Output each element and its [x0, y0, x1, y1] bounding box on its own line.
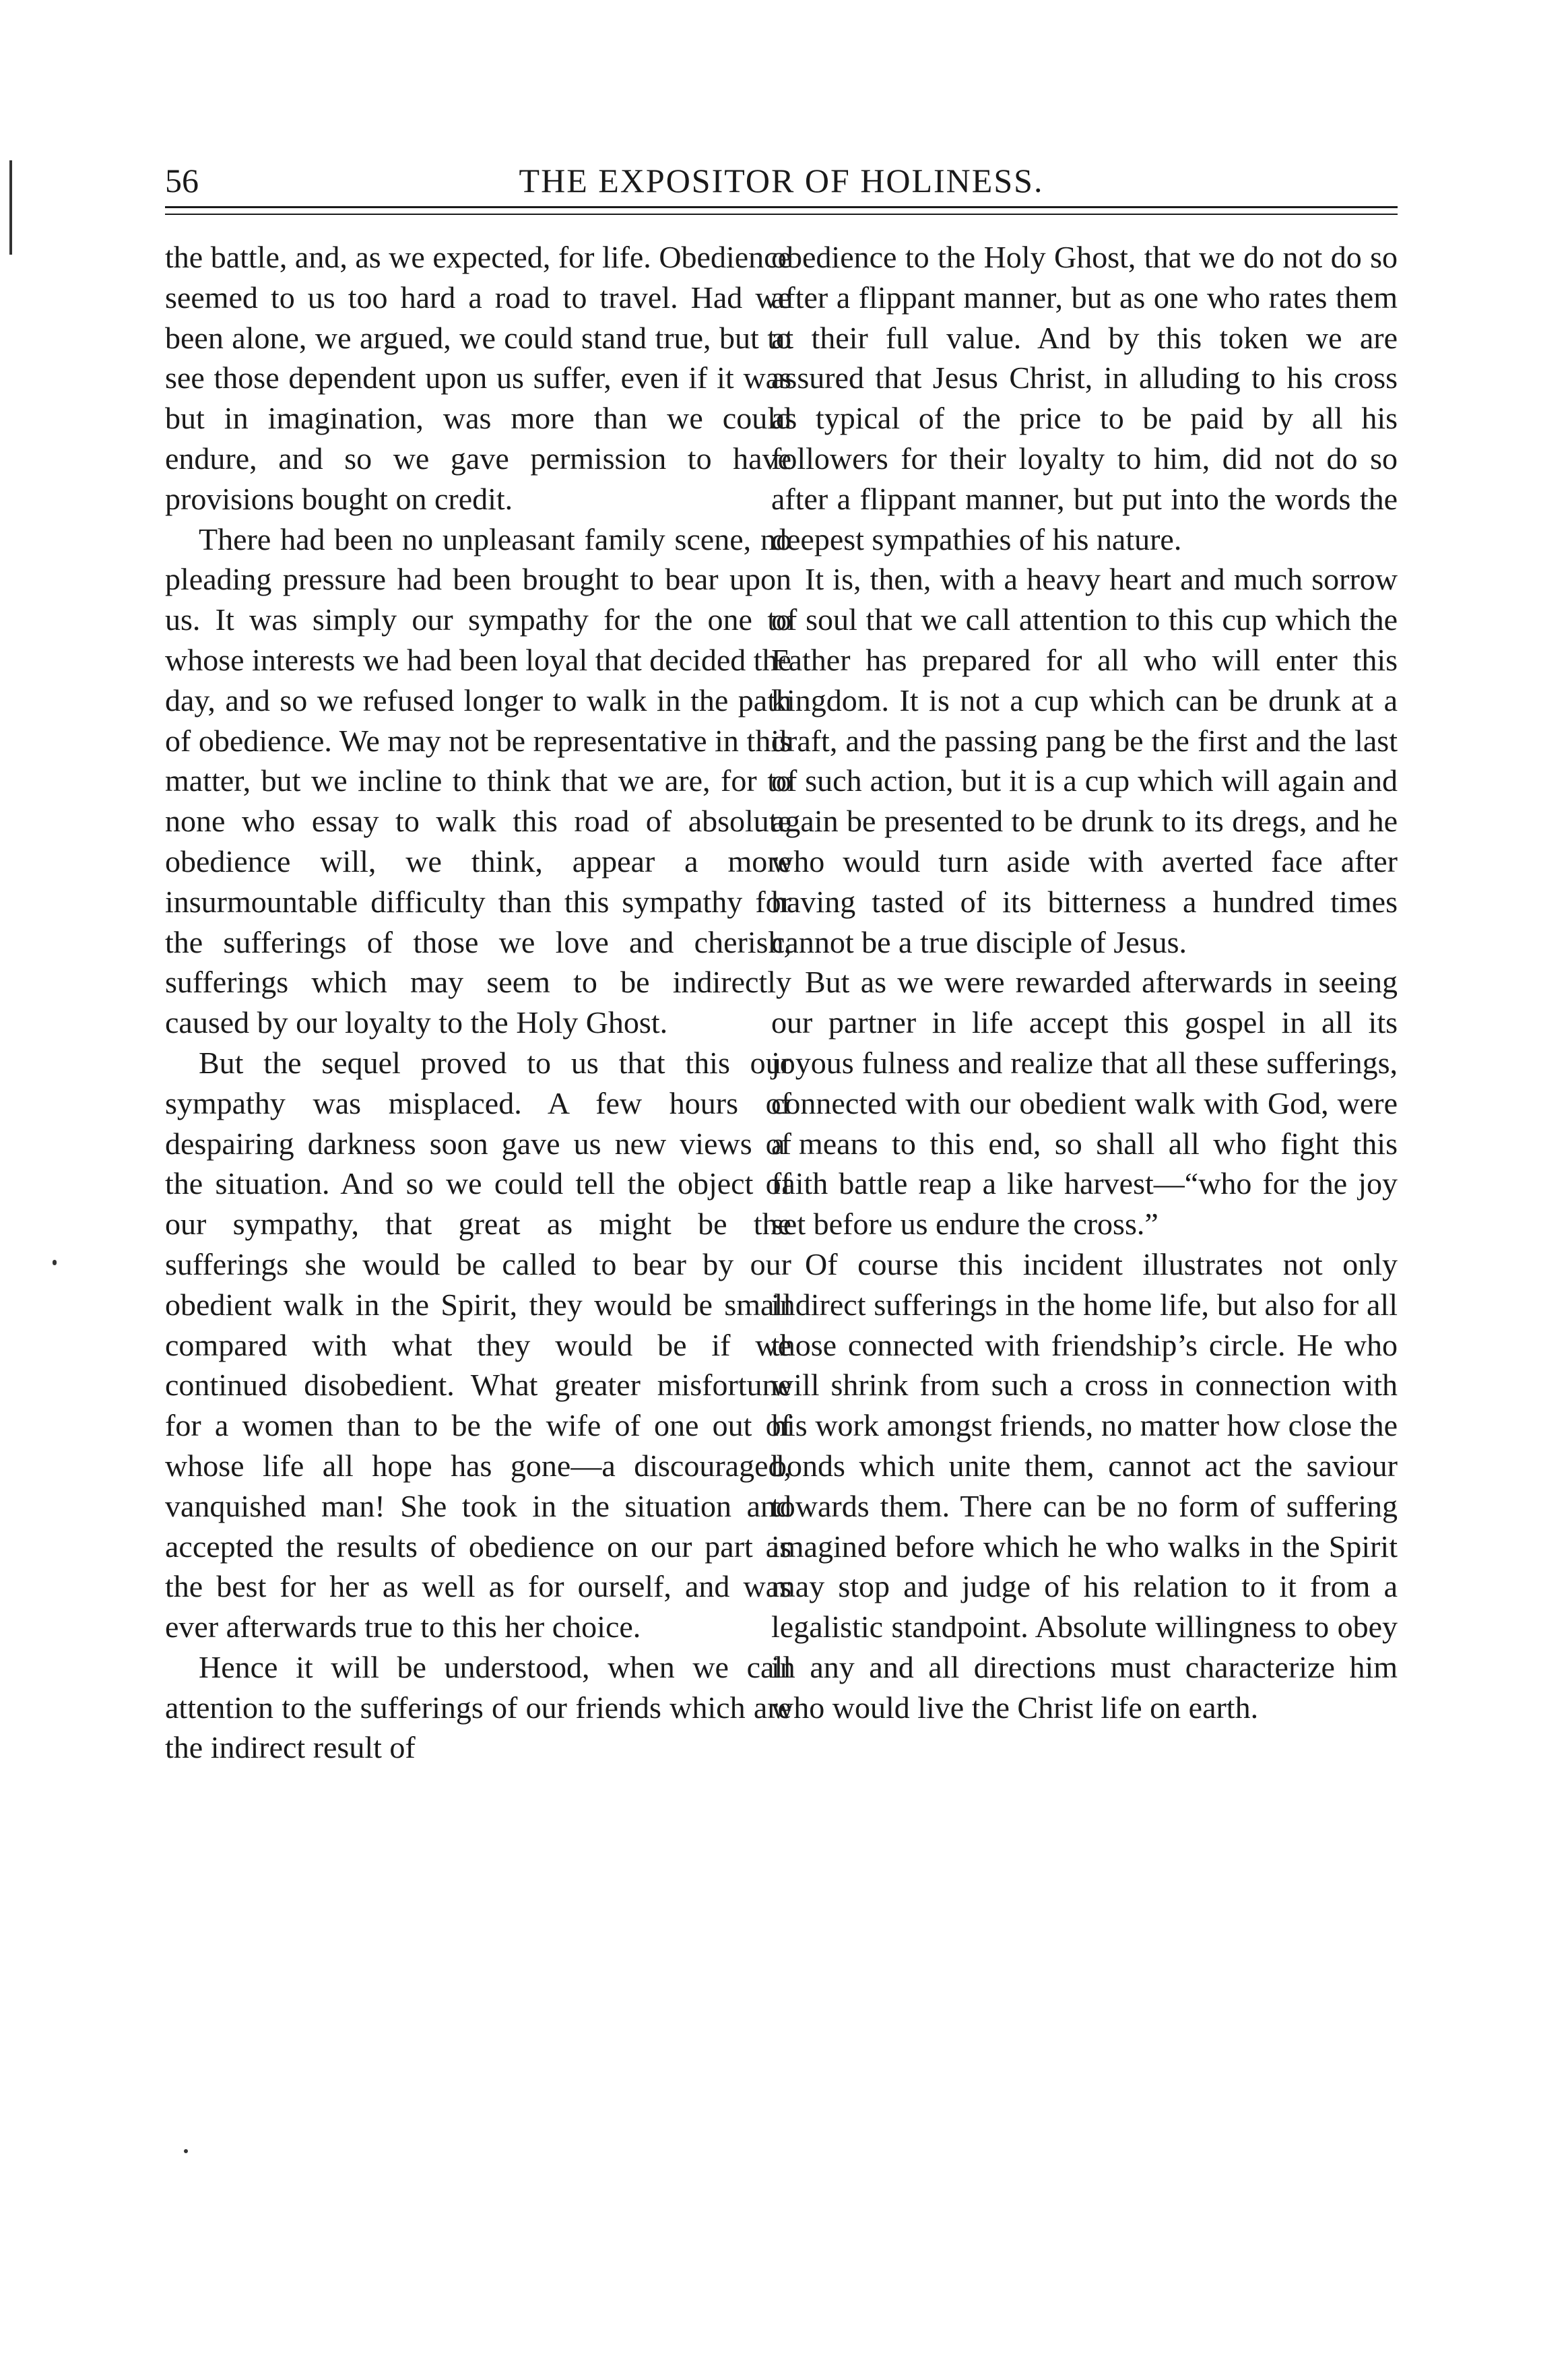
right-column: [771, 237, 1398, 1727]
page-header: [165, 154, 1398, 208]
paragraph: But as we were rewarded afterwards in seeing our partner in life accept this gospel in all its joyous fulness and realize that all these sufferings, connected with our obedient walk with God, were a means to this end, so shall all who fight this faith battle reap a like harvest—“who for the joy set before us endure the cross.”: [771, 965, 1398, 1242]
header-rule: [165, 206, 1398, 208]
paragraph: But the sequel proved to us that this our sympathy was misplaced. A few hours of despairing darkness soon gave us new views of the situation. And so we could tell the object of our sympathy, that great as might be the sufferings she would be called to bear by our obedient walk in the Spirit, they would be small compared with what they would be if we continued disobedient. What greater misfortune for a women than to be the wife of one out of whose life all hope has gone—a discouraged, vanquished man! She took in the situation and accepted the results of obedience on our part as the best for her as well as for ourself, and was ever afterwards true to this her choice.: [165, 1045, 791, 1645]
running-title: THE EXPOSITOR OF HOLINESS.: [519, 162, 1044, 199]
scan-speck: [53, 1260, 57, 1265]
paragraph: It is, then, with a heavy heart and much sorrow of soul that we call attention to this cup which the Father has prepared for all who will enter this kingdom. It is not a cup which can be drunk at a draft, and the passing pang be the first and the last of such action, but it is a cup which will again and again be presented to be drunk to its dregs, and he who would turn aside with averted face after having tasted of its bitterness a hundred times cannot be a true disciple of Jesus.: [771, 562, 1398, 959]
header-rule-double: [165, 214, 1398, 215]
scan-speck: [184, 2149, 188, 2153]
paragraph: obedience to the Holy Ghost, that we do not do so after a flippant manner, but as one who rates them at their full value. And by this token we are assured that Jesus Christ, in alluding to his cross as typical of the price to be paid by all his followers for their loyalty to him, did not do so after a flippant manner, but put into the words the deepest sympathies of his nature.: [771, 240, 1398, 556]
paragraph: Of course this incident illustrates not only indirect sufferings in the home life, but also for all those connected with friendship’s circle. He who will shrink from such a cross in connection with his work amongst friends, no matter how close the bonds which unite them, cannot act the saviour towards them. There can be no form of suffering imagined before which he who walks in the Spirit may stop and judge of his relation to it from a legalistic standpoint. Absolute willingness to obey in any and all directions must characterize him who would live the Christ life on earth.: [771, 1246, 1398, 1725]
paragraph: Hence it will be understood, when we call attention to the sufferings of our friends which are the indirect result of: [165, 1649, 791, 1765]
left-column: [165, 237, 791, 1768]
scan-margin-mark: [9, 160, 12, 255]
paragraph: the battle, and, as we expected, for life. Obedience seemed to us too hard a road to travel. Had we been alone, we argued, we could stand true, but to see those dependent upon us suffer, even if it was but in imagination, was more than we could endure, and so we gave permission to have provisions bought on credit.: [165, 240, 791, 516]
paragraph: There had been no unpleasant family scene, no pleading pressure had been brought to bear upon us. It was simply our sympathy for the one to whose interests we had been loyal that decided the day, and so we refused longer to walk in the path of obedience. We may not be representative in this matter, but we incline to think that we are, for to none who essay to walk this road of absolute obedience will, we think, appear a more insurmountable difficulty than this sympathy for the sufferings of those we love and cherish, sufferings which may seem to be indirectly caused by our loyalty to the Holy Ghost.: [165, 521, 791, 1040]
page-number: 56: [165, 162, 199, 199]
